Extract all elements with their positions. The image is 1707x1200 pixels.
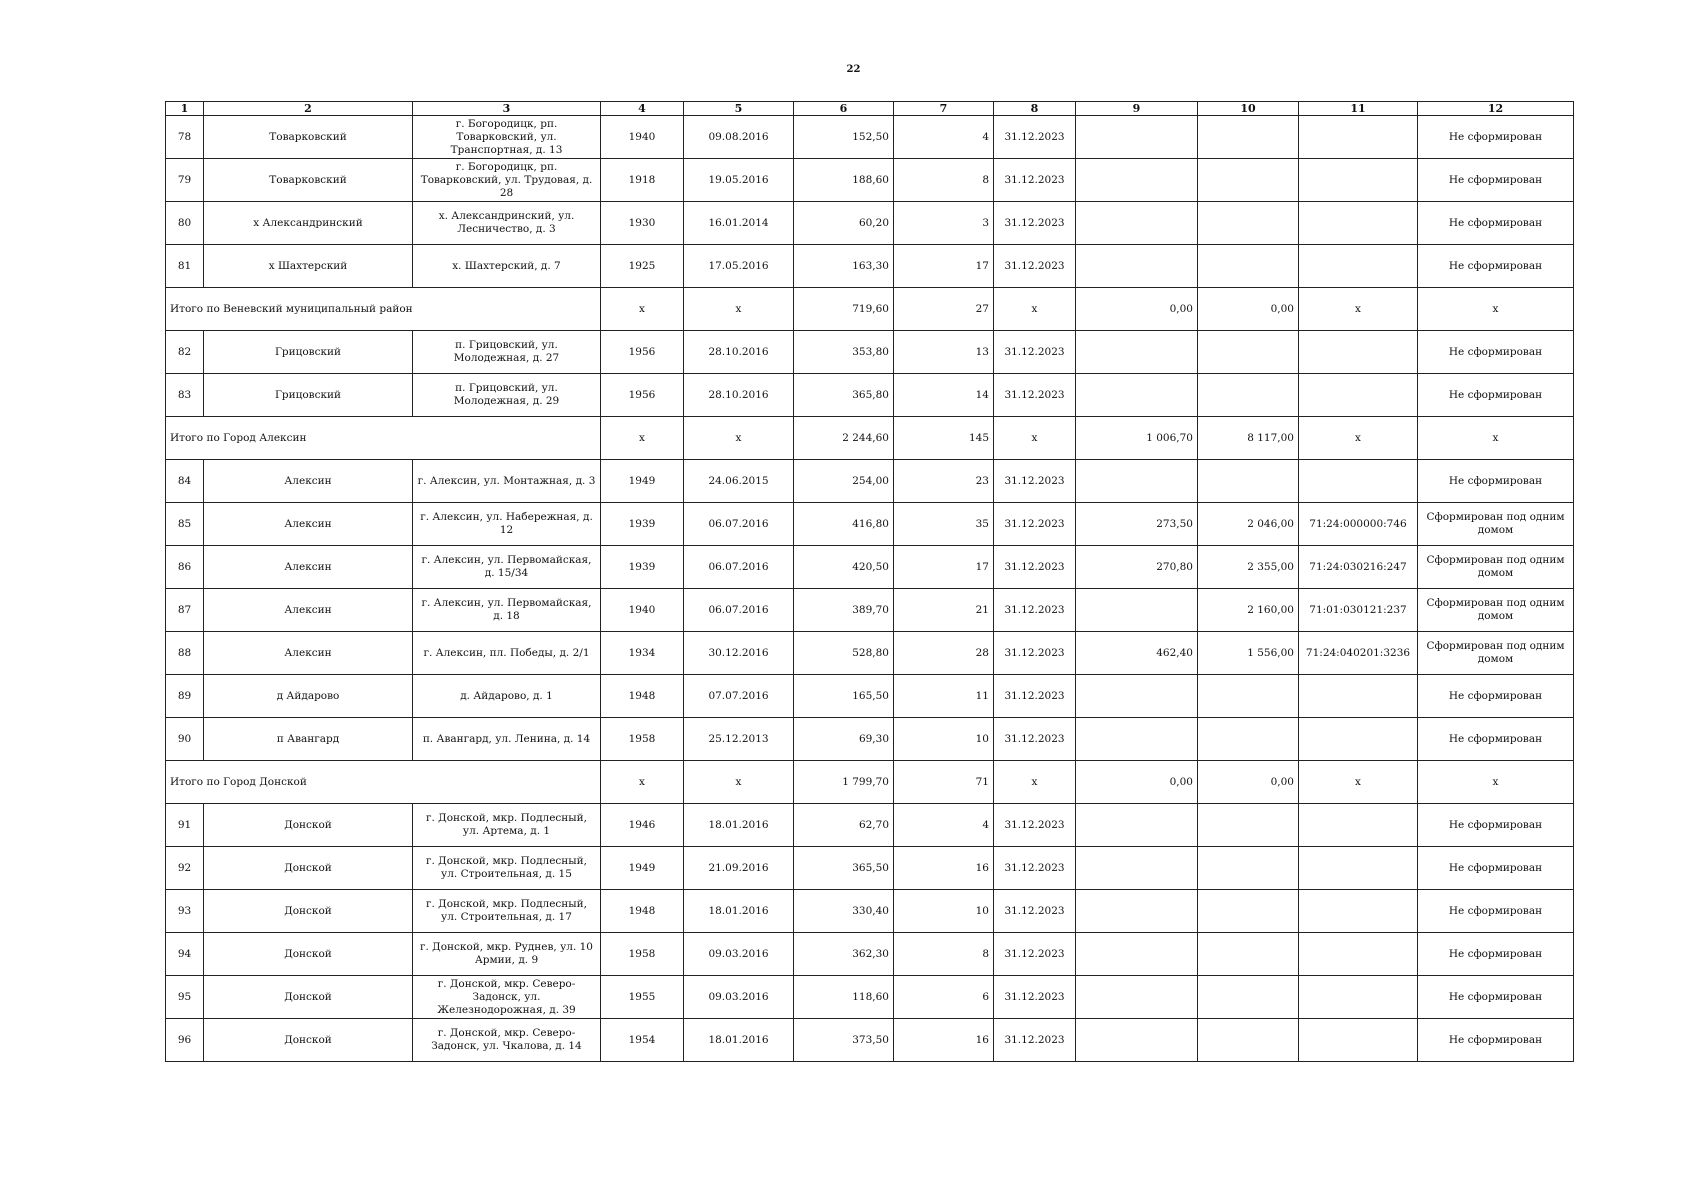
status-cell: Не сформирован <box>1418 202 1574 245</box>
area-cell: 362,30 <box>794 933 894 976</box>
column-header: 1 <box>166 102 204 116</box>
area-cell: 152,50 <box>794 116 894 159</box>
col10-cell <box>1198 675 1299 718</box>
cadastral-number-cell: 71:01:030121:237 <box>1299 589 1418 632</box>
area-cell: 62,70 <box>794 804 894 847</box>
year-cell: 1948 <box>601 675 684 718</box>
status-cell: Не сформирован <box>1418 116 1574 159</box>
date-cell: 09.03.2016 <box>684 933 794 976</box>
date-cell: 28.10.2016 <box>684 374 794 417</box>
date-cell: 24.06.2015 <box>684 460 794 503</box>
table-row <box>166 933 1574 976</box>
status-cell: Не сформирован <box>1418 804 1574 847</box>
table-row <box>166 331 1574 374</box>
table-row <box>166 202 1574 245</box>
date-cell: х <box>684 417 794 460</box>
area-cell: 163,30 <box>794 245 894 288</box>
col10-cell <box>1198 847 1299 890</box>
address-cell: п. Авангард, ул. Ленина, д. 14 <box>413 718 601 761</box>
deadline-cell: х <box>994 417 1076 460</box>
col10-cell <box>1198 202 1299 245</box>
cadastral-number-cell <box>1299 976 1418 1019</box>
residents-cell: 16 <box>894 847 994 890</box>
col10-cell <box>1198 1019 1299 1062</box>
year-cell: 1958 <box>601 718 684 761</box>
col9-cell <box>1076 718 1198 761</box>
year-cell: 1958 <box>601 933 684 976</box>
deadline-cell: 31.12.2023 <box>994 804 1076 847</box>
settlement-name: Алексин <box>204 632 413 675</box>
deadline-cell: 31.12.2023 <box>994 116 1076 159</box>
col9-cell <box>1076 890 1198 933</box>
table-row <box>166 245 1574 288</box>
date-cell: 18.01.2016 <box>684 1019 794 1062</box>
residents-cell: 145 <box>894 417 994 460</box>
row-number: 89 <box>166 675 204 718</box>
year-cell: 1949 <box>601 460 684 503</box>
status-cell: Не сформирован <box>1418 675 1574 718</box>
residents-cell: 13 <box>894 331 994 374</box>
col10-cell <box>1198 245 1299 288</box>
address-cell: г. Алексин, ул. Первомайская, д. 18 <box>413 589 601 632</box>
area-cell: 60,20 <box>794 202 894 245</box>
col9-cell <box>1076 1019 1198 1062</box>
status-cell: Сформирован под одним домом <box>1418 589 1574 632</box>
status-cell: Не сформирован <box>1418 976 1574 1019</box>
cadastral-number-cell <box>1299 460 1418 503</box>
column-header: 8 <box>994 102 1076 116</box>
table-row <box>166 890 1574 933</box>
cadastral-number-cell <box>1299 890 1418 933</box>
cadastral-number-cell: х <box>1299 288 1418 331</box>
date-cell: 19.05.2016 <box>684 159 794 202</box>
row-number: 93 <box>166 890 204 933</box>
column-header: 5 <box>684 102 794 116</box>
col10-cell <box>1198 933 1299 976</box>
row-number: 87 <box>166 589 204 632</box>
residents-cell: 35 <box>894 503 994 546</box>
area-cell: 365,80 <box>794 374 894 417</box>
col10-cell: 0,00 <box>1198 761 1299 804</box>
col10-cell <box>1198 460 1299 503</box>
cadastral-number-cell <box>1299 675 1418 718</box>
deadline-cell: 31.12.2023 <box>994 460 1076 503</box>
residents-cell: 23 <box>894 460 994 503</box>
deadline-cell: 31.12.2023 <box>994 245 1076 288</box>
col10-cell: 1 556,00 <box>1198 632 1299 675</box>
col9-cell <box>1076 331 1198 374</box>
date-cell: 25.12.2013 <box>684 718 794 761</box>
residents-cell: 10 <box>894 890 994 933</box>
deadline-cell: 31.12.2023 <box>994 331 1076 374</box>
table-row <box>166 116 1574 159</box>
address-cell: г. Донской, мкр. Северо-Задонск, ул. Железнодорожная, д. 39 <box>413 976 601 1019</box>
settlement-name: Алексин <box>204 503 413 546</box>
row-number: 91 <box>166 804 204 847</box>
cadastral-number-cell <box>1299 718 1418 761</box>
year-cell: 1939 <box>601 503 684 546</box>
cadastral-number-cell <box>1299 804 1418 847</box>
col9-cell: 270,80 <box>1076 546 1198 589</box>
table-row <box>166 847 1574 890</box>
col10-cell: 2 046,00 <box>1198 503 1299 546</box>
table-body <box>166 116 1574 1062</box>
area-cell: 416,80 <box>794 503 894 546</box>
residents-cell: 3 <box>894 202 994 245</box>
address-cell: г. Алексин, ул. Монтажная, д. 3 <box>413 460 601 503</box>
table-row <box>166 632 1574 675</box>
table-row <box>166 718 1574 761</box>
residents-cell: 14 <box>894 374 994 417</box>
status-cell: Не сформирован <box>1418 331 1574 374</box>
year-cell: 1955 <box>601 976 684 1019</box>
col10-cell <box>1198 159 1299 202</box>
status-cell: Сформирован под одним домом <box>1418 632 1574 675</box>
cadastral-number-cell <box>1299 933 1418 976</box>
settlement-name: Товарковский <box>204 116 413 159</box>
col9-cell <box>1076 374 1198 417</box>
col10-cell: 8 117,00 <box>1198 417 1299 460</box>
column-header: 3 <box>413 102 601 116</box>
col10-cell <box>1198 116 1299 159</box>
column-header: 12 <box>1418 102 1574 116</box>
status-cell: Не сформирован <box>1418 460 1574 503</box>
settlement-name: х Александринский <box>204 202 413 245</box>
year-cell: 1956 <box>601 374 684 417</box>
status-cell: х <box>1418 417 1574 460</box>
year-cell: 1954 <box>601 1019 684 1062</box>
col9-cell <box>1076 675 1198 718</box>
residents-cell: 28 <box>894 632 994 675</box>
column-header: 7 <box>894 102 994 116</box>
col9-cell: 273,50 <box>1076 503 1198 546</box>
address-cell: х. Александринский, ул. Лесничество, д. 3 <box>413 202 601 245</box>
table-row <box>166 546 1574 589</box>
total-label: Итого по Город Донской <box>166 761 601 804</box>
row-number: 96 <box>166 1019 204 1062</box>
date-cell: 07.07.2016 <box>684 675 794 718</box>
column-header: 4 <box>601 102 684 116</box>
address-cell: д. Айдарово, д. 1 <box>413 675 601 718</box>
status-cell: Не сформирован <box>1418 890 1574 933</box>
area-cell: 420,50 <box>794 546 894 589</box>
cadastral-number-cell <box>1299 1019 1418 1062</box>
year-cell: 1930 <box>601 202 684 245</box>
deadline-cell: 31.12.2023 <box>994 374 1076 417</box>
date-cell: 06.07.2016 <box>684 503 794 546</box>
address-cell: г. Богородицк, рп. Товарковский, ул. Трудовая, д. 28 <box>413 159 601 202</box>
residents-cell: 8 <box>894 933 994 976</box>
col9-cell: 0,00 <box>1076 288 1198 331</box>
area-cell: 365,50 <box>794 847 894 890</box>
column-header: 9 <box>1076 102 1198 116</box>
area-cell: 373,50 <box>794 1019 894 1062</box>
col10-cell <box>1198 890 1299 933</box>
column-header: 6 <box>794 102 894 116</box>
year-cell: 1946 <box>601 804 684 847</box>
cadastral-number-cell <box>1299 202 1418 245</box>
col10-cell: 2 355,00 <box>1198 546 1299 589</box>
year-cell: 1949 <box>601 847 684 890</box>
year-cell: х <box>601 417 684 460</box>
year-cell: 1918 <box>601 159 684 202</box>
settlement-name: Донской <box>204 804 413 847</box>
housing-registry-table <box>165 101 1574 1062</box>
year-cell: х <box>601 288 684 331</box>
date-cell: 09.08.2016 <box>684 116 794 159</box>
address-cell: г. Алексин, ул. Первомайская, д. 15/34 <box>413 546 601 589</box>
deadline-cell: 31.12.2023 <box>994 202 1076 245</box>
residents-cell: 6 <box>894 976 994 1019</box>
row-number: 78 <box>166 116 204 159</box>
year-cell: 1940 <box>601 589 684 632</box>
deadline-cell: 31.12.2023 <box>994 589 1076 632</box>
col9-cell <box>1076 159 1198 202</box>
area-cell: 165,50 <box>794 675 894 718</box>
settlement-name: Товарковский <box>204 159 413 202</box>
cadastral-number-cell: 71:24:030216:247 <box>1299 546 1418 589</box>
residents-cell: 11 <box>894 675 994 718</box>
col9-cell <box>1076 847 1198 890</box>
table-row <box>166 1019 1574 1062</box>
address-cell: г. Донской, мкр. Руднев, ул. 10 Армии, д. 9 <box>413 933 601 976</box>
col9-cell <box>1076 804 1198 847</box>
row-number: 92 <box>166 847 204 890</box>
settlement-name: Алексин <box>204 460 413 503</box>
total-row <box>166 761 1574 804</box>
address-cell: г. Донской, мкр. Подлесный, ул. Артема, д. 1 <box>413 804 601 847</box>
year-cell: х <box>601 761 684 804</box>
col9-cell: 1 006,70 <box>1076 417 1198 460</box>
address-cell: г. Богородицк, рп. Товарковский, ул. Транспортная, д. 13 <box>413 116 601 159</box>
residents-cell: 4 <box>894 804 994 847</box>
row-number: 79 <box>166 159 204 202</box>
deadline-cell: х <box>994 288 1076 331</box>
col9-cell: 0,00 <box>1076 761 1198 804</box>
row-number: 88 <box>166 632 204 675</box>
area-cell: 188,60 <box>794 159 894 202</box>
settlement-name: х Шахтерский <box>204 245 413 288</box>
date-cell: 16.01.2014 <box>684 202 794 245</box>
col10-cell: 2 160,00 <box>1198 589 1299 632</box>
col10-cell <box>1198 976 1299 1019</box>
table-row <box>166 503 1574 546</box>
table-row <box>166 804 1574 847</box>
total-row <box>166 417 1574 460</box>
total-label: Итого по Веневский муниципальный район <box>166 288 601 331</box>
settlement-name: Донской <box>204 890 413 933</box>
row-number: 80 <box>166 202 204 245</box>
deadline-cell: 31.12.2023 <box>994 675 1076 718</box>
status-cell: Не сформирован <box>1418 1019 1574 1062</box>
col10-cell <box>1198 804 1299 847</box>
year-cell: 1940 <box>601 116 684 159</box>
cadastral-number-cell <box>1299 159 1418 202</box>
residents-cell: 27 <box>894 288 994 331</box>
settlement-name: Донской <box>204 976 413 1019</box>
row-number: 83 <box>166 374 204 417</box>
area-cell: 1 799,70 <box>794 761 894 804</box>
column-number-row <box>166 102 1574 116</box>
address-cell: х. Шахтерский, д. 7 <box>413 245 601 288</box>
area-cell: 118,60 <box>794 976 894 1019</box>
col10-cell <box>1198 718 1299 761</box>
settlement-name: Алексин <box>204 546 413 589</box>
status-cell: Не сформирован <box>1418 374 1574 417</box>
deadline-cell: 31.12.2023 <box>994 1019 1076 1062</box>
deadline-cell: 31.12.2023 <box>994 890 1076 933</box>
year-cell: 1939 <box>601 546 684 589</box>
area-cell: 389,70 <box>794 589 894 632</box>
settlement-name: п Авангард <box>204 718 413 761</box>
column-header: 2 <box>204 102 413 116</box>
year-cell: 1925 <box>601 245 684 288</box>
settlement-name: Донской <box>204 1019 413 1062</box>
status-cell: Не сформирован <box>1418 245 1574 288</box>
area-cell: 254,00 <box>794 460 894 503</box>
column-header: 10 <box>1198 102 1299 116</box>
cadastral-number-cell <box>1299 116 1418 159</box>
cadastral-number-cell: х <box>1299 761 1418 804</box>
address-cell: г. Донской, мкр. Северо-Задонск, ул. Чкалова, д. 14 <box>413 1019 601 1062</box>
residents-cell: 10 <box>894 718 994 761</box>
address-cell: г. Алексин, ул. Набережная, д. 12 <box>413 503 601 546</box>
settlement-name: Грицовский <box>204 374 413 417</box>
address-cell: г. Донской, мкр. Подлесный, ул. Строительная, д. 17 <box>413 890 601 933</box>
residents-cell: 8 <box>894 159 994 202</box>
deadline-cell: 31.12.2023 <box>994 933 1076 976</box>
deadline-cell: 31.12.2023 <box>994 546 1076 589</box>
area-cell: 330,40 <box>794 890 894 933</box>
table-row <box>166 675 1574 718</box>
deadline-cell: 31.12.2023 <box>994 718 1076 761</box>
row-number: 95 <box>166 976 204 1019</box>
column-header: 11 <box>1299 102 1418 116</box>
cadastral-number-cell <box>1299 847 1418 890</box>
settlement-name: Грицовский <box>204 331 413 374</box>
col10-cell <box>1198 374 1299 417</box>
residents-cell: 21 <box>894 589 994 632</box>
table-row <box>166 374 1574 417</box>
status-cell: х <box>1418 761 1574 804</box>
status-cell: Не сформирован <box>1418 933 1574 976</box>
settlement-name: Донской <box>204 847 413 890</box>
table-row <box>166 460 1574 503</box>
col9-cell <box>1076 589 1198 632</box>
table-row <box>166 976 1574 1019</box>
date-cell: 28.10.2016 <box>684 331 794 374</box>
cadastral-number-cell: 71:24:000000:746 <box>1299 503 1418 546</box>
residents-cell: 17 <box>894 546 994 589</box>
col9-cell <box>1076 976 1198 1019</box>
year-cell: 1956 <box>601 331 684 374</box>
residents-cell: 16 <box>894 1019 994 1062</box>
date-cell: 30.12.2016 <box>684 632 794 675</box>
row-number: 86 <box>166 546 204 589</box>
settlement-name: Донской <box>204 933 413 976</box>
settlement-name: Алексин <box>204 589 413 632</box>
deadline-cell: 31.12.2023 <box>994 503 1076 546</box>
total-label: Итого по Город Алексин <box>166 417 601 460</box>
cadastral-number-cell <box>1299 245 1418 288</box>
row-number: 84 <box>166 460 204 503</box>
col10-cell: 0,00 <box>1198 288 1299 331</box>
table-row <box>166 159 1574 202</box>
table-row <box>166 589 1574 632</box>
row-number: 82 <box>166 331 204 374</box>
area-cell: 528,80 <box>794 632 894 675</box>
address-cell: г. Алексин, пл. Победы, д. 2/1 <box>413 632 601 675</box>
deadline-cell: 31.12.2023 <box>994 847 1076 890</box>
col9-cell <box>1076 933 1198 976</box>
cadastral-number-cell <box>1299 374 1418 417</box>
area-cell: 69,30 <box>794 718 894 761</box>
date-cell: х <box>684 761 794 804</box>
col9-cell: 462,40 <box>1076 632 1198 675</box>
date-cell: х <box>684 288 794 331</box>
address-cell: п. Грицовский, ул. Молодежная, д. 29 <box>413 374 601 417</box>
area-cell: 2 244,60 <box>794 417 894 460</box>
status-cell: Сформирован под одним домом <box>1418 546 1574 589</box>
date-cell: 06.07.2016 <box>684 546 794 589</box>
date-cell: 17.05.2016 <box>684 245 794 288</box>
status-cell: Не сформирован <box>1418 847 1574 890</box>
residents-cell: 4 <box>894 116 994 159</box>
date-cell: 09.03.2016 <box>684 976 794 1019</box>
deadline-cell: х <box>994 761 1076 804</box>
status-cell: Не сформирован <box>1418 718 1574 761</box>
residents-cell: 17 <box>894 245 994 288</box>
date-cell: 18.01.2016 <box>684 890 794 933</box>
address-cell: п. Грицовский, ул. Молодежная, д. 27 <box>413 331 601 374</box>
row-number: 90 <box>166 718 204 761</box>
row-number: 81 <box>166 245 204 288</box>
status-cell: Сформирован под одним домом <box>1418 503 1574 546</box>
deadline-cell: 31.12.2023 <box>994 632 1076 675</box>
col9-cell <box>1076 245 1198 288</box>
cadastral-number-cell <box>1299 331 1418 374</box>
year-cell: 1934 <box>601 632 684 675</box>
year-cell: 1948 <box>601 890 684 933</box>
page-number: 22 <box>846 64 861 75</box>
residents-cell: 71 <box>894 761 994 804</box>
cadastral-number-cell: 71:24:040201:3236 <box>1299 632 1418 675</box>
date-cell: 18.01.2016 <box>684 804 794 847</box>
area-cell: 719,60 <box>794 288 894 331</box>
address-cell: г. Донской, мкр. Подлесный, ул. Строительная, д. 15 <box>413 847 601 890</box>
col9-cell <box>1076 460 1198 503</box>
deadline-cell: 31.12.2023 <box>994 976 1076 1019</box>
area-cell: 353,80 <box>794 331 894 374</box>
total-row <box>166 288 1574 331</box>
col9-cell <box>1076 202 1198 245</box>
col10-cell <box>1198 331 1299 374</box>
col9-cell <box>1076 116 1198 159</box>
cadastral-number-cell: х <box>1299 417 1418 460</box>
row-number: 94 <box>166 933 204 976</box>
date-cell: 06.07.2016 <box>684 589 794 632</box>
status-cell: х <box>1418 288 1574 331</box>
deadline-cell: 31.12.2023 <box>994 159 1076 202</box>
row-number: 85 <box>166 503 204 546</box>
status-cell: Не сформирован <box>1418 159 1574 202</box>
date-cell: 21.09.2016 <box>684 847 794 890</box>
settlement-name: д Айдарово <box>204 675 413 718</box>
